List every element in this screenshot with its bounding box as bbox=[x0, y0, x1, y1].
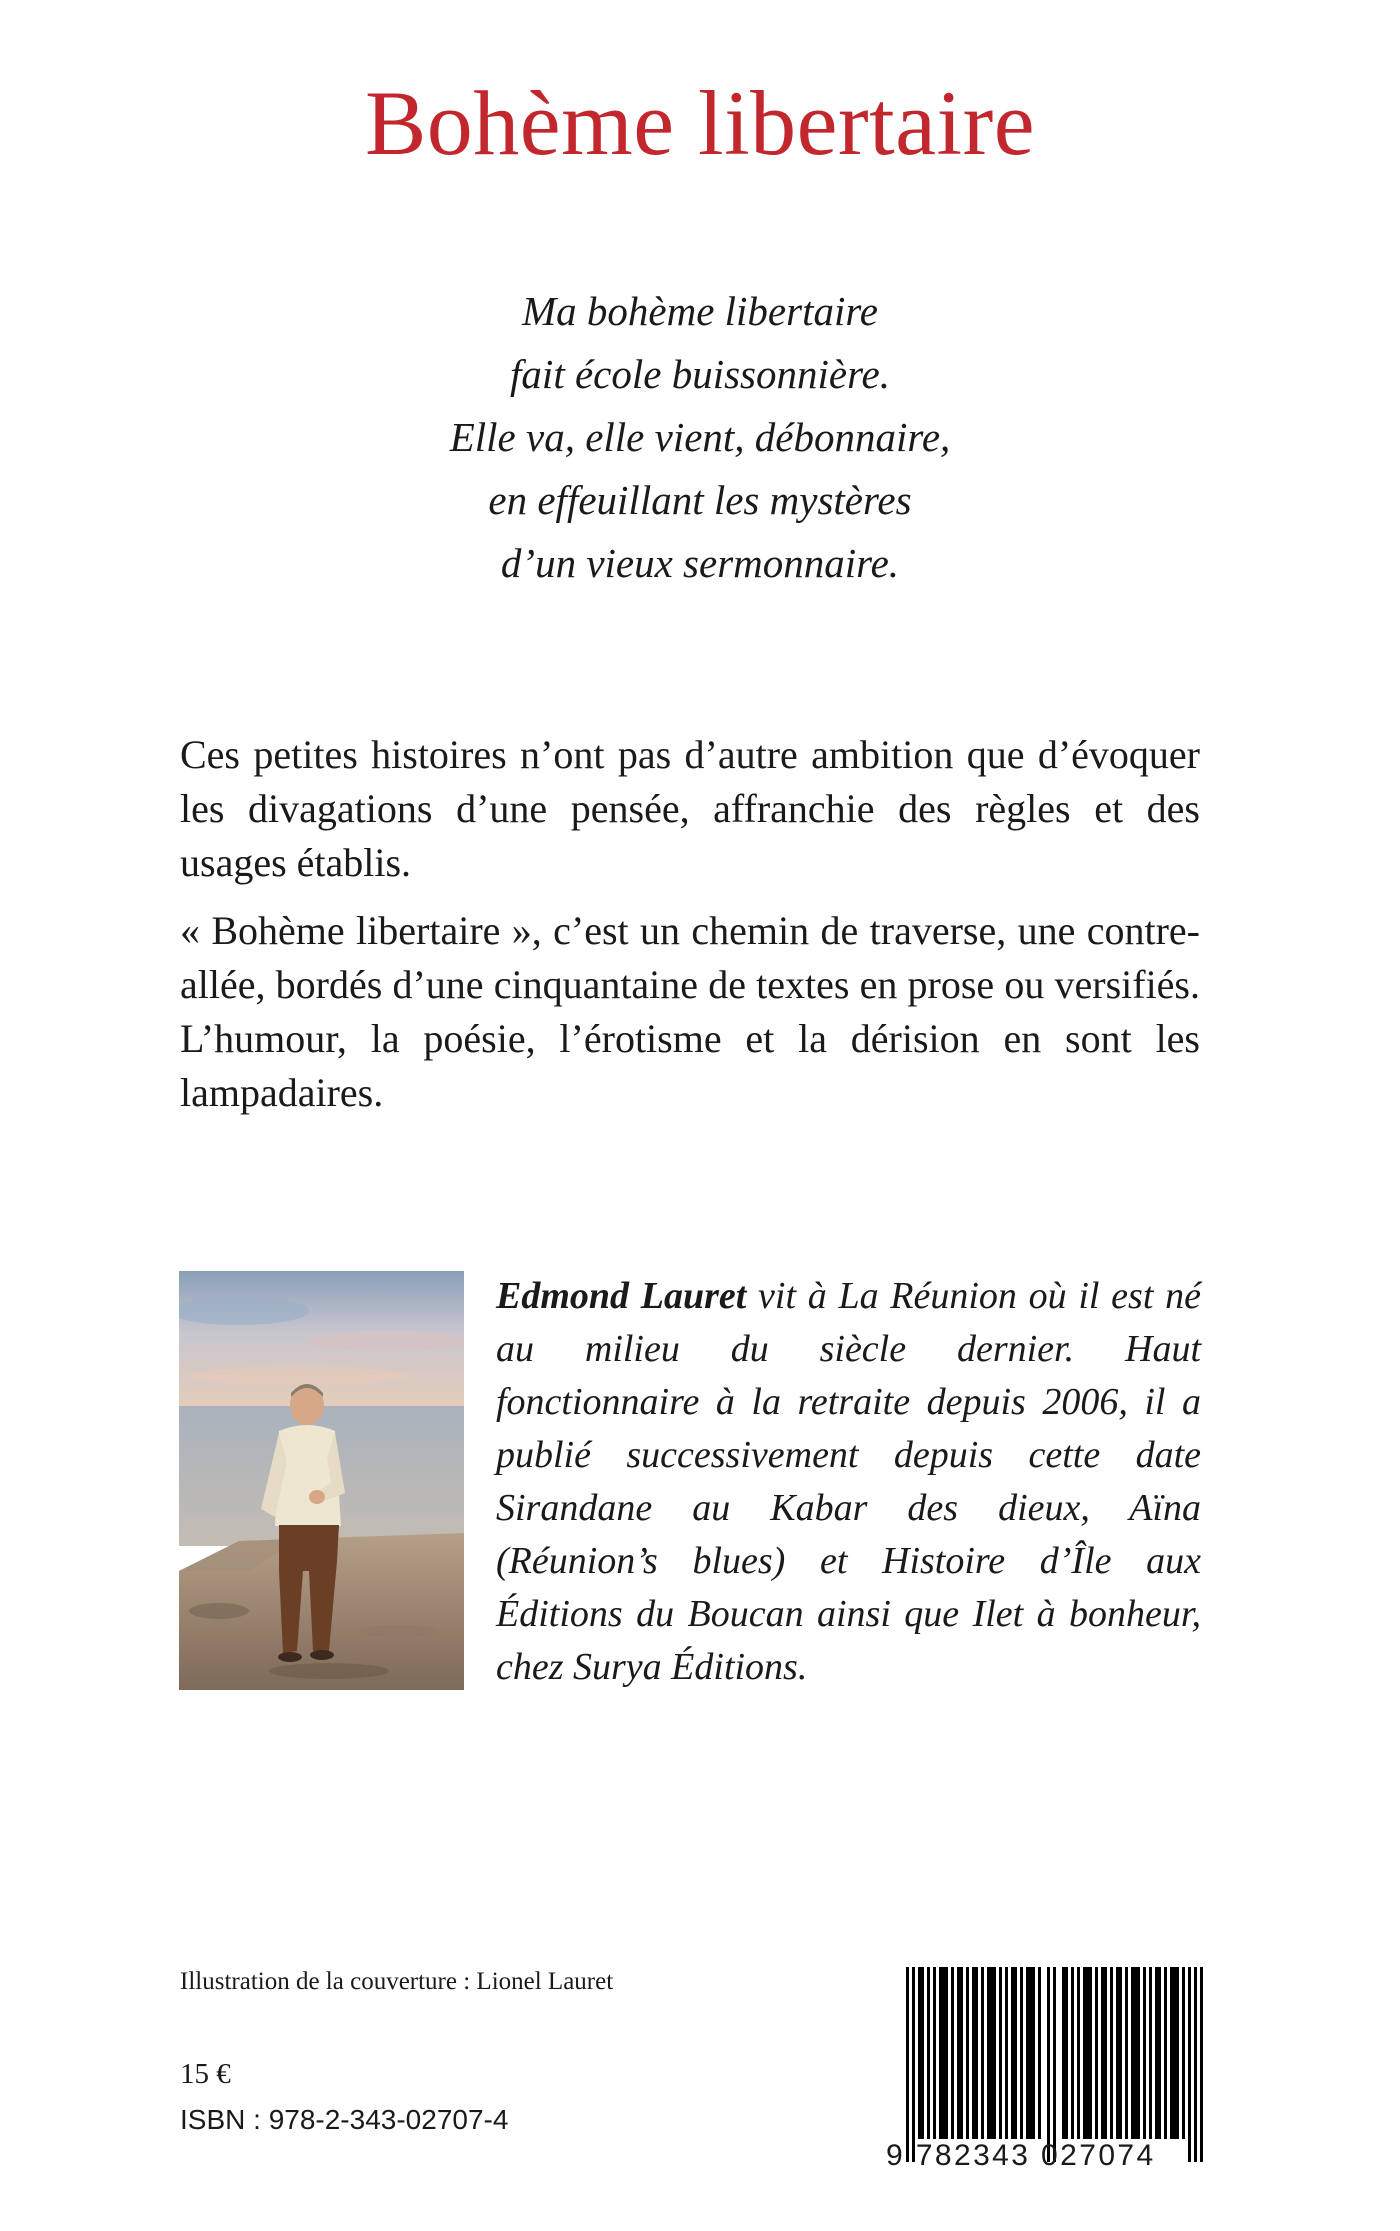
price: 15 € bbox=[180, 2058, 231, 2090]
author-name: Edmond Lauret bbox=[496, 1275, 747, 1317]
poem-line: Elle va, elle vient, débonnaire, bbox=[449, 414, 951, 460]
cover-credit: Illustration de la couverture : Lionel Lauret bbox=[180, 1968, 614, 1995]
barcode-digits: 9 782343 027074 bbox=[886, 2139, 1156, 2172]
barcode bbox=[906, 1967, 1206, 2167]
epigraph-poem bbox=[0, 280, 1400, 595]
poem-line: Ma bohème libertaire bbox=[521, 288, 878, 334]
author-bio bbox=[496, 1270, 1201, 1694]
author-photo bbox=[179, 1271, 464, 1690]
book-title: Bohème libertaire bbox=[364, 72, 1036, 174]
poem-line: en effeuillant les mystères bbox=[488, 477, 912, 523]
isbn: ISBN : 978-2-343-02707-4 bbox=[180, 2104, 509, 2135]
poem-line: d’un vieux sermonnaire. bbox=[500, 540, 900, 586]
blurb-paragraph-1: Ces petites histoires n’ont pas d’autre ambition que d’évoquer les divagations d’une pensée, affranchie des règles et des usages établis. bbox=[180, 732, 1200, 885]
blurb-paragraph-2: « Bohème libertaire », c’est un chemin de traverse, une contre-allée, bordés d’une cinquantaine de textes en prose ou versifiés. L’humour, la poésie, l’érotisme et la dérision en sont les lampadaires. bbox=[180, 908, 1200, 1115]
poem-line: fait école buissonnière. bbox=[510, 351, 890, 397]
author-bio-text: vit à La Réunion où il est né au milieu du siècle dernier. Haut fonctionnaire à la retraite depuis 2006, il a publié successivement depuis cette date Sirandane au Kabar des dieux, Aïna (Réunion’s blues) et Histoire d’Île aux Éditions du Boucan ainsi que Ilet à bonheur, chez Surya Éditions. bbox=[496, 1275, 1201, 1688]
